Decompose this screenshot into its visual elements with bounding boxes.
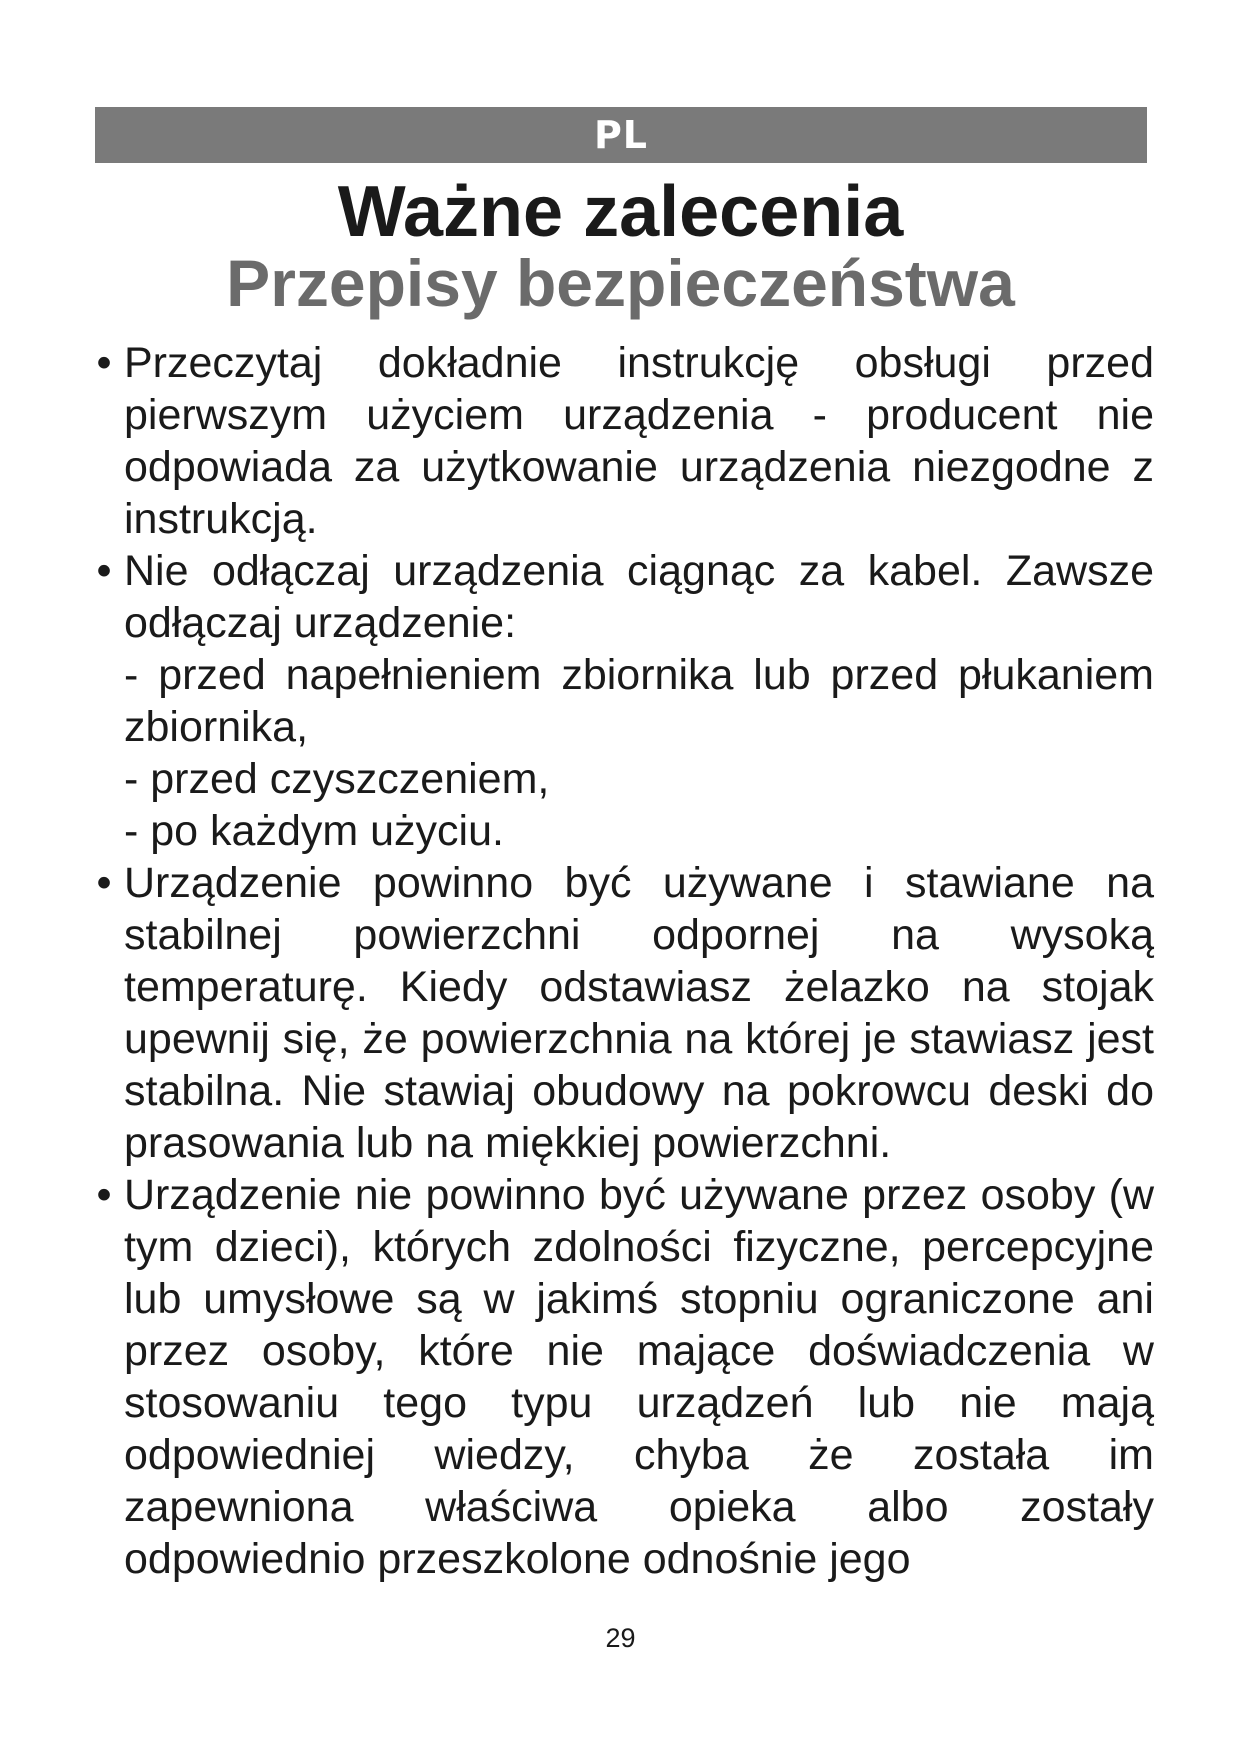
page-subtitle: Przepisy bezpieczeństwa bbox=[226, 246, 1015, 320]
page-title: Ważne zalecenia bbox=[337, 172, 904, 252]
sub-item-before-cleaning: - przed czyszczeniem, bbox=[124, 755, 550, 803]
sub-item-before-filling: - przed napełnieniem zbiornika lub przed płukaniem zbiornika, bbox=[124, 651, 1154, 751]
bullet-icon: • bbox=[96, 547, 112, 595]
language-code: PL bbox=[593, 113, 649, 157]
bullet-text: Nie odłączaj urządzenia ciągnąc za kabel. Zawsze odłączaj urządzenie: bbox=[124, 547, 1154, 647]
bullet-item-read-manual bbox=[92, 337, 1154, 545]
bullet-text: Urządzenie nie powinno być używane przez osoby (w tym dzieci), których zdolności fizyczne, percepcyjne lub umysłowe są w jakimś stopniu ograniczone ani przez osoby, które nie mające doświadczenia w stosowaniu tego typu urządzeń lub nie mają odpowiedniej wiedzy, chyba że została im zapewniona właściwa opieka albo zostały odpowiednio przeszkolone odnośnie jego bbox=[124, 1171, 1154, 1583]
bullet-item-restricted-persons bbox=[92, 1169, 1154, 1585]
safety-instructions bbox=[92, 337, 1154, 1585]
bullet-text: Przeczytaj dokładnie instrukcję obsługi przed pierwszym użyciem urządzenia - producent nie odpowiada za użytkowanie urządzenia niezgodne z instrukcją. bbox=[124, 339, 1154, 543]
language-bar bbox=[95, 107, 1147, 163]
bullet-item-unplug bbox=[92, 545, 1154, 857]
bullet-item-stable-surface bbox=[92, 857, 1154, 1169]
bullet-text: Urządzenie powinno być używane i stawiane na stabilnej powierzchni odpornej na wysoką temperaturę. Kiedy odstawiasz żelazko na stojak upewnij się, że powierzchnia na której je stawiasz jest stabilna. Nie stawiaj obudowy na pokrowcu deski do prasowania lub na miękkiej powierzchni. bbox=[124, 859, 1154, 1167]
bullet-icon: • bbox=[96, 1171, 112, 1219]
sub-item-after-use: - po każdym użyciu. bbox=[124, 807, 504, 855]
page-number: 29 bbox=[605, 1623, 636, 1653]
bullet-icon: • bbox=[96, 339, 112, 387]
bullet-icon: • bbox=[96, 859, 112, 907]
